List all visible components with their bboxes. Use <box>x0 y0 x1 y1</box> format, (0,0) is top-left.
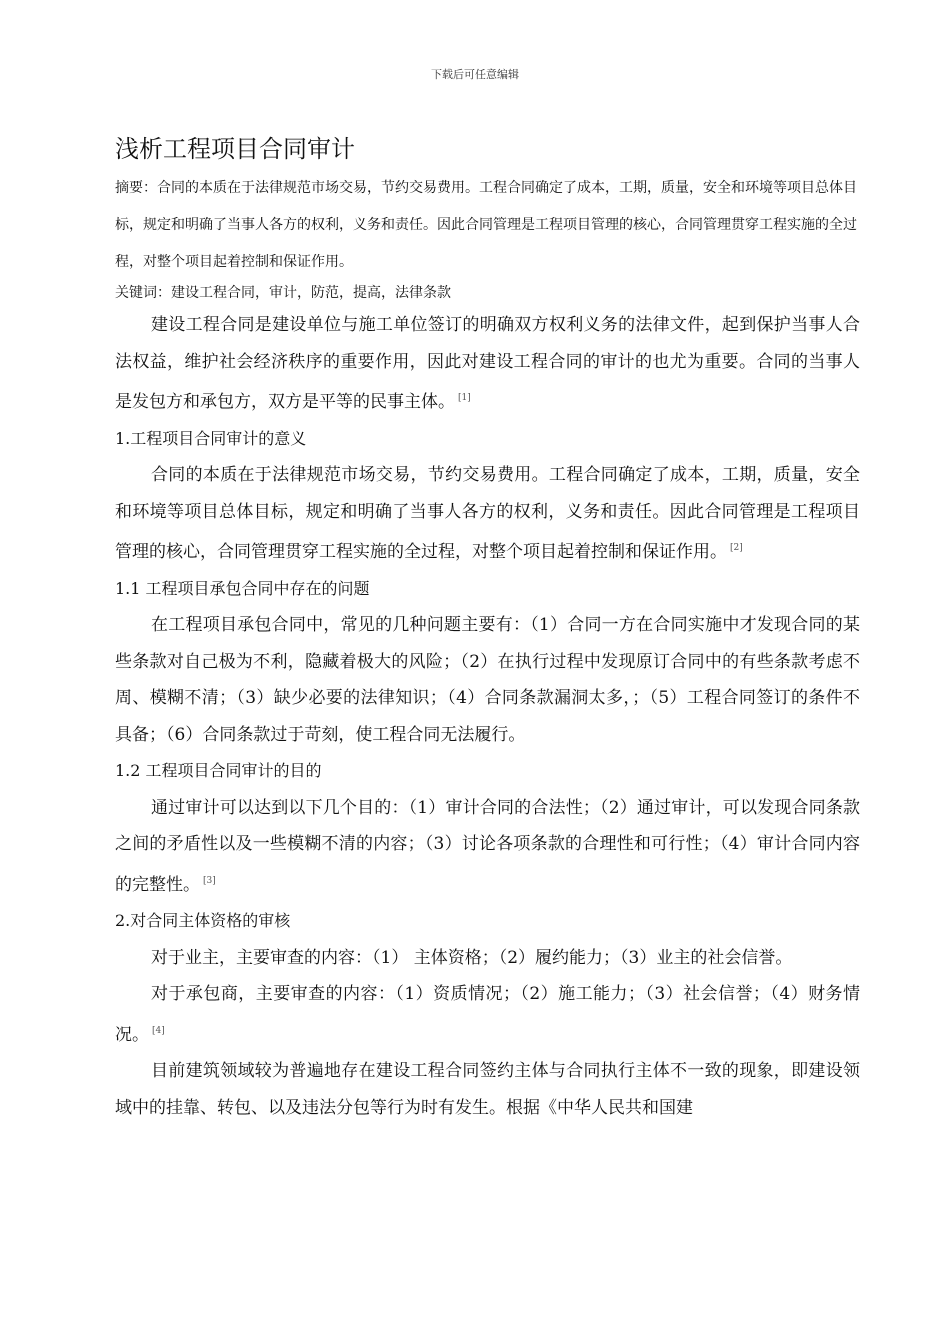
section-1-heading: 1.工程项目合同审计的意义 <box>115 428 307 448</box>
intro-text: 建设工程合同是建设单位与施工单位签订的明确双方权利义务的法律文件，起到保护当事人合法权益，维护社会经济秩序的重要作用，因此对建设工程合同的审计的也尤为重要。合同的当事人是发包方和承包方，双方是平等的民事主体。 <box>115 315 860 412</box>
section-1-1-paragraph: 在工程项目承包合同中，常见的几种问题主要有：（1）合同一方在合同实施中才发现合同的某些条款对自己极为不利，隐藏着极大的风险；（2）在执行过程中发现原订合同中的有些条款考虑不周、模糊不清；（3）缺少必要的法律知识；（4）合同条款漏洞太多，；（5）工程合同签订的条件不具备；（6）合同条款过于苛刻，使工程合同无法履行。 <box>115 615 860 745</box>
citation-4: [4] <box>152 1025 165 1036</box>
document-title: 浅析工程项目合同审计 <box>115 135 355 163</box>
citation-1: [1] <box>458 393 471 403</box>
document-body <box>115 132 860 1126</box>
section-1-2-text: 通过审计可以达到以下几个目的：（1）审计合同的合法性；（2）通过审计，可以发现合同条款之间的矛盾性以及一些模糊不清的内容；（3）讨论各项条款的合理性和可行性；（4）审计合同内容的完整性。 <box>115 797 860 895</box>
section-2-paragraph-current: 目前建筑领域较为普遍地存在建设工程合同签约主体与合同执行主体不一致的现象，即建设领域中的挂靠、转包、以及违法分包等行为时有发生。根据《中华人民共和国建 <box>115 1061 860 1118</box>
abstract: 摘要：合同的本质在于法律规范市场交易，节约交易费用。工程合同确定了成本，工期，质量，安全和环境等项目总体目标，规定和明确了当事人各方的权利，义务和责任。因此合同管理是工程项目管理的核心，合同管理贯穿工程实施的全过程，对整个项目起着控制和保证作用。 <box>115 180 857 270</box>
citation-2: [2] <box>730 543 743 553</box>
keywords: 关键词：建设工程合同，审计，防范，提高，法律条款 <box>115 285 451 301</box>
section-2-heading: 2.对合同主体资格的审核 <box>115 911 291 930</box>
section-1-text: 合同的本质在于法律规范市场交易，节约交易费用。工程合同确定了成本，工期，质量，安全和环境等项目总体目标，规定和明确了当事人各方的权利，义务和责任。因此合同管理是工程项目管理的核心，合同管理贯穿工程实施的全过程，对整个项目起着控制和保证作用。 <box>115 465 860 562</box>
section-1-1-heading: 1.1 工程项目承包合同中存在的问题 <box>115 578 370 598</box>
section-1-2-heading: 1.2 工程项目合同审计的目的 <box>115 761 322 780</box>
citation-3: [3] <box>203 875 216 886</box>
section-1-2-paragraph <box>115 790 860 904</box>
section-2-contractor-text: 对于承包商，主要审查的内容：（1）资质情况；（2）施工能力；（3）社会信誉；（4）财务情况。 <box>115 984 860 1045</box>
section-2-paragraph-contractor <box>115 976 860 1053</box>
section-1-paragraph <box>115 457 860 571</box>
section-2-paragraph-owner: 对于业主，主要审查的内容：（1） 主体资格；（2）履约能力；（3）业主的社会信誉。 <box>151 947 793 968</box>
header-note: 下载后可任意编辑 <box>431 68 519 81</box>
intro-paragraph <box>115 307 860 421</box>
